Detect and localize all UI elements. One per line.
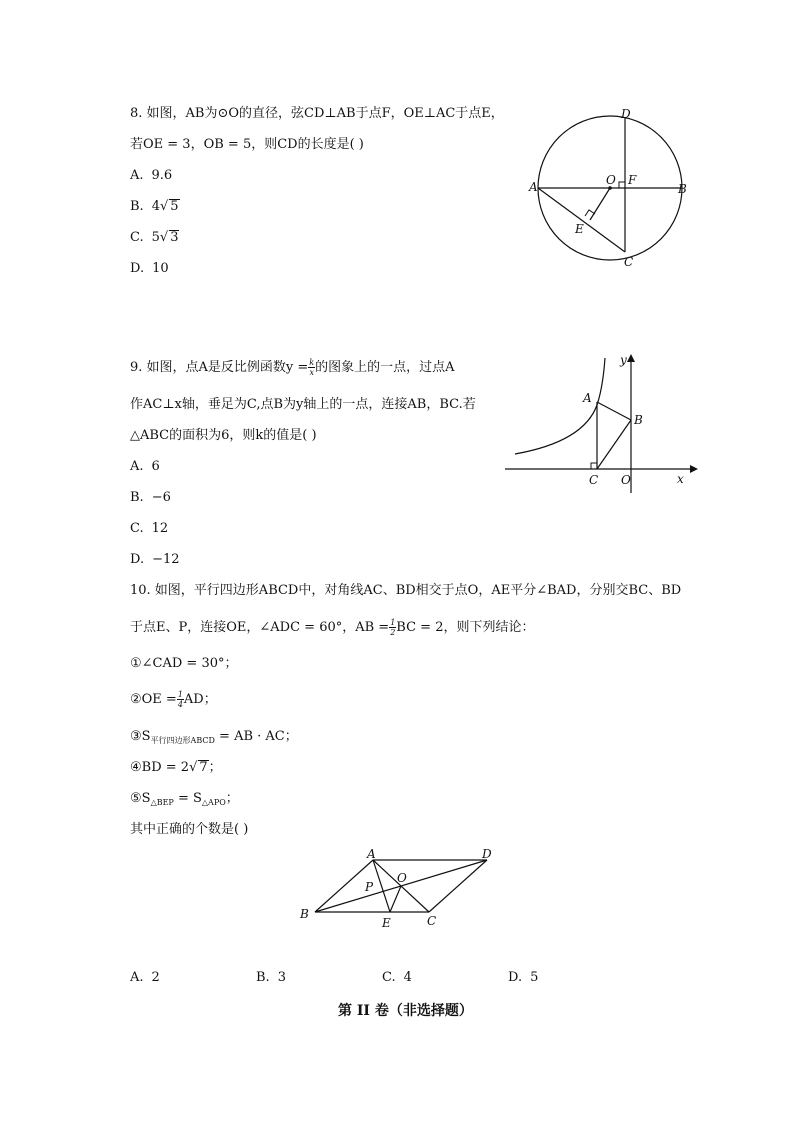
q10-conclusion-5: $⑤S_{\triangle BEP} = S_{\triangle APO}$；: [130, 791, 239, 807]
svg-text:P: P: [365, 880, 374, 894]
q9-fraction: $\frac{k}{x}$: [309, 358, 315, 377]
q10-conclusion-4: ④BD = 2√ 7；: [130, 760, 222, 775]
svg-text:C: C: [624, 255, 634, 269]
q10-option-d: D. 5: [508, 970, 539, 985]
svg-text:D: D: [621, 107, 631, 121]
q8-option-c: C. 5√ 3: [130, 230, 179, 245]
svg-text:B: B: [678, 182, 687, 196]
q10-option-a: A. 2: [130, 970, 160, 985]
q10-conclusion-2: ②OE = $\frac{1}{4}$ AD；: [130, 690, 217, 709]
q10-parallelogram-figure: [295, 845, 505, 935]
q10-stem-line1: 10. 如图，平行四边形ABCD中，对角线AC、BD相交于点O，AE平分∠BAD，分别交BC、BD: [130, 583, 682, 598]
svg-text:B: B: [634, 413, 643, 427]
q9-function-figure: [500, 350, 700, 495]
section-title: 第 II 卷（非选择题）: [338, 1003, 473, 1019]
svg-text:D: D: [482, 847, 492, 861]
q10-conclusion-3: $③S_{平行四边形ABCD}$ = AB · AC；: [130, 729, 298, 745]
q10-fraction-quarter: $\frac{1}{4}$: [177, 690, 183, 709]
svg-text:A: A: [583, 391, 592, 405]
svg-text:O: O: [621, 473, 631, 487]
svg-text:A: A: [367, 847, 376, 861]
q8-stem-line2: 若OE = 3，OB = 5，则CD的长度是( ): [130, 137, 364, 152]
svg-text:O: O: [606, 173, 616, 187]
q9-stem-line1: 9. 如图，点A是反比例函数y = $\frac{k}{x}$ 的图象上的一点，过点A: [130, 358, 455, 377]
q8-option-d: D. 10: [130, 261, 169, 276]
q10-option-c: C. 4: [382, 970, 412, 985]
q8-stem-line1: 8. 如图，AB为⊙O的直径，弦CD⊥AB于点F，OE⊥AC于点E，: [130, 106, 504, 121]
q10-fraction-half: $\frac{1}{2}$: [390, 618, 396, 637]
svg-text:A: A: [529, 180, 538, 194]
q10-question: 其中正确的个数是( ): [130, 822, 249, 837]
q9-option-d: D. −12: [130, 552, 180, 567]
svg-text:F: F: [628, 173, 637, 187]
svg-text:y: y: [620, 353, 627, 367]
q9-stem-line2: 作AC⊥x轴，垂足为C,点B为y轴上的一点，连接AB，BC.若: [130, 397, 476, 412]
svg-text:B: B: [300, 907, 309, 921]
svg-text:C: C: [427, 914, 437, 928]
q10-stem-line2: 于点E、P，连接OE，∠ADC = 60°，AB = $\frac{1}{2}$ BC = 2，则下列结论：: [130, 618, 535, 637]
q8-option-a: A. 9.6: [130, 168, 173, 183]
q9-stem-line3: △ABC的面积为6，则k的值是( ): [130, 428, 317, 443]
q10-conclusion-1: ①∠CAD = 30°；: [130, 656, 238, 671]
svg-text:C: C: [589, 473, 599, 487]
svg-text:x: x: [677, 472, 684, 486]
q9-option-a: A. 6: [130, 459, 160, 474]
svg-text:E: E: [382, 916, 391, 930]
q9-option-c: C. 12: [130, 521, 169, 536]
svg-text:E: E: [575, 222, 584, 236]
svg-text:O: O: [397, 871, 407, 885]
q8-option-b: B. 4√ 5: [130, 199, 179, 214]
q9-option-b: B. −6: [130, 490, 171, 505]
q10-option-b: B. 3: [256, 970, 286, 985]
q8-circle-figure: [520, 100, 700, 275]
